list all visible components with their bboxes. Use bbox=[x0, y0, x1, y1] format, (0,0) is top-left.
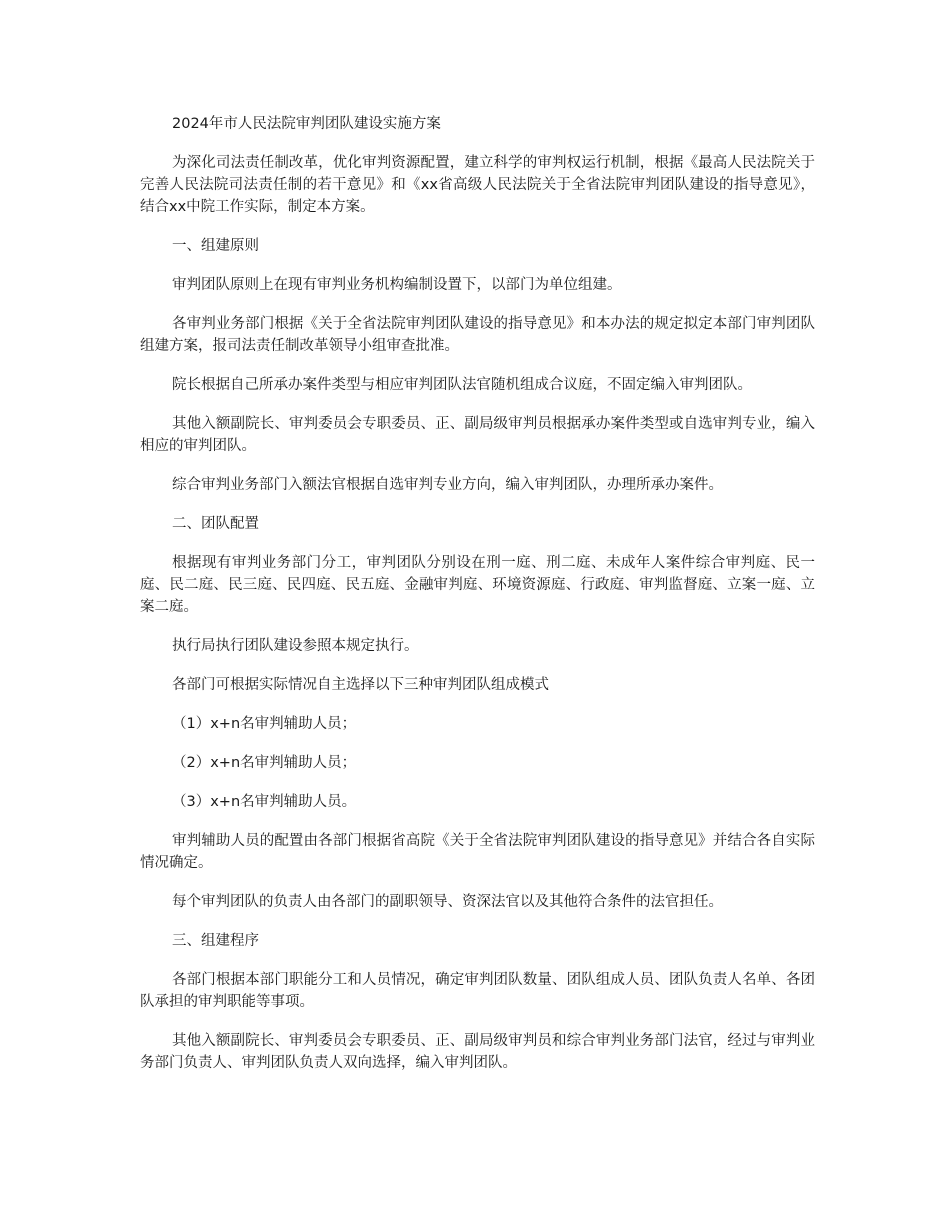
paragraph-intro: 为深化司法责任制改革，优化审判资源配置，建立科学的审判权运行机制，根据《最高人民法院关于完善人民法院司法责任制的若干意见》和《xx省高级人民法院关于全省法院审判团队建设的指导意见》，结合xx中院工作实际，制定本方案。 bbox=[140, 155, 815, 215]
paragraph: 审判辅助人员的配置由各部门根据省高院《关于全省法院审判团队建设的指导意见》并结合各自实际情况确定。 bbox=[140, 833, 815, 871]
paragraph: 各部门可根据实际情况自主选择以下三种审判团队组成模式 bbox=[172, 677, 549, 693]
paragraph: 院长根据自己所承办案件类型与相应审判团队法官随机组成合议庭，不固定编入审判团队。 bbox=[172, 377, 752, 393]
paragraph: 各审判业务部门根据《关于全省法院审判团队建设的指导意见》和本办法的规定拟定本部门审判团队组建方案，报司法责任制改革领导小组审查批准。 bbox=[140, 316, 815, 354]
list-item: （1）x+n名审判辅助人员； bbox=[172, 716, 357, 732]
paragraph: 其他入额副院长、审判委员会专职委员、正、副局级审判员根据承办案件类型或自选审判专业，编入相应的审判团队。 bbox=[140, 416, 815, 454]
list-item: （3）x+n名审判辅助人员。 bbox=[172, 794, 357, 810]
document-title: 2024年市人民法院审判团队建设实施方案 bbox=[172, 116, 441, 132]
list-item: （2）x+n名审判辅助人员； bbox=[172, 755, 357, 771]
paragraph: 审判团队原则上在现有审判业务机构编制设置下，以部门为单位组建。 bbox=[172, 277, 622, 293]
document-body bbox=[140, 113, 815, 1091]
paragraph: 每个审判团队的负责人由各部门的副职领导、资深法官以及其他符合条件的法官担任。 bbox=[172, 894, 723, 910]
paragraph: 其他入额副院长、审判委员会专职委员、正、副局级审判员和综合审判业务部门法官，经过与审判业务部门负责人、审判团队负责人双向选择，编入审判团队。 bbox=[140, 1033, 815, 1071]
paragraph: 各部门根据本部门职能分工和人员情况，确定审判团队数量、团队组成人员、团队负责人名单、各团队承担的审判职能等事项。 bbox=[140, 972, 815, 1010]
paragraph: 综合审判业务部门入额法官根据自选审判专业方向，编入审判团队，办理所承办案件。 bbox=[172, 477, 723, 493]
paragraph: 根据现有审判业务部门分工，审判团队分别设在刑一庭、刑二庭、未成年人案件综合审判庭、民一庭、民二庭、民三庭、民四庭、民五庭、金融审判庭、环境资源庭、行政庭、审判监督庭、立案一庭、立案二庭。 bbox=[140, 555, 815, 615]
section-heading-3: 三、组建程序 bbox=[172, 933, 259, 949]
paragraph: 执行局执行团队建设参照本规定执行。 bbox=[172, 638, 419, 654]
section-heading-1: 一、组建原则 bbox=[172, 238, 259, 254]
section-heading-2: 二、团队配置 bbox=[172, 516, 259, 532]
